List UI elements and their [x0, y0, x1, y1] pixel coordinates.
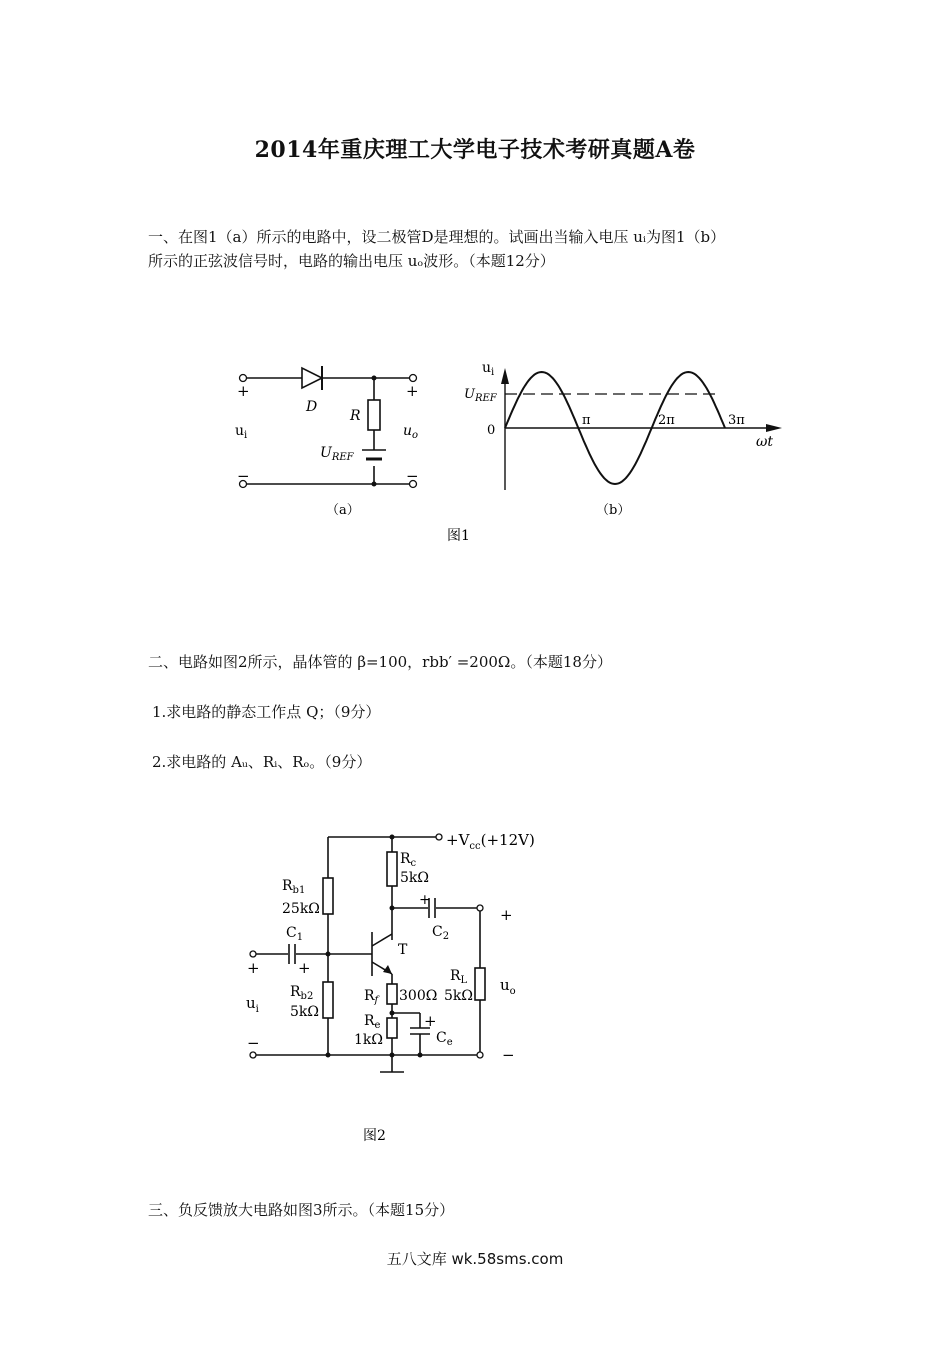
question-3-intro: 三、负反馈放大电路如图3所示。（本题15分） — [148, 1201, 455, 1219]
graph-ylabel: $u_i$ — [482, 360, 495, 378]
ce-plus: + — [424, 1012, 437, 1030]
rc-label: $R_c$ — [400, 851, 417, 869]
question-1 — [148, 225, 808, 273]
question-1-line-2: 所示的正弦波信号时，电路的输出电压 uₒ波形。（本题12分） — [148, 252, 555, 270]
graph-2pi: 2π — [658, 413, 675, 428]
graph-3pi: 3π — [728, 413, 745, 428]
figure-2-caption: 图2 — [363, 1128, 386, 1144]
c2-plus: + — [419, 892, 431, 908]
output-minus: − — [502, 1046, 515, 1064]
output-minus: − — [406, 467, 419, 485]
resistor-rb2 — [323, 982, 333, 1018]
rl-value: 5kΩ — [444, 988, 473, 1004]
resistor-label: R — [350, 408, 361, 424]
uo-label: $u_o$ — [500, 976, 516, 997]
figure-2 — [0, 820, 950, 1150]
footer-watermark: 五八文库 wk.58sms.com — [386, 1250, 564, 1268]
input-plus: + — [237, 382, 250, 400]
caption-a: （a） — [326, 503, 360, 518]
vcc-label: $+V_{cc}(+12V)$ — [446, 831, 535, 852]
question-2-sub-1: 1.求电路的静态工作点 Q；（9分） — [152, 703, 381, 721]
graph-omega-t: ωt — [756, 434, 774, 450]
resistor-rb1 — [323, 878, 333, 914]
uo-label: $u_o$ — [403, 423, 419, 441]
transistor-label: T — [398, 942, 408, 958]
uref-label: $U_{REF}$ — [320, 445, 354, 463]
input-plus: + — [247, 959, 260, 977]
rb2-value: 5kΩ — [290, 1004, 319, 1020]
input-minus: − — [247, 1034, 260, 1052]
resistor-rl — [475, 968, 485, 1000]
ui-label: $u_i$ — [235, 423, 248, 441]
c1-plus: + — [298, 959, 311, 977]
output-plus: + — [500, 906, 513, 924]
rb1-label: $R_{b1}$ — [282, 878, 306, 896]
figure-1 — [0, 340, 950, 550]
diode-symbol — [302, 368, 322, 388]
rb1-value: 25kΩ — [282, 901, 320, 917]
resistor-r — [368, 400, 380, 430]
figure-1-caption: 图1 — [447, 528, 470, 544]
rb2-label: $R_{b2}$ — [290, 984, 314, 1002]
question-2-intro: 二、电路如图2所示，晶体管的 β=100，rbb′ =200Ω。（本题18分） — [148, 653, 612, 671]
caption-b: （b） — [596, 503, 631, 518]
diode-label: D — [306, 399, 318, 415]
question-1-line-1: 一、在图1（a）所示的电路中，设二极管D是理想的。试画出当输入电压 uᵢ为图1（b） — [148, 228, 726, 246]
rf-value: 300Ω — [399, 988, 438, 1004]
resistor-rc — [387, 852, 397, 886]
rc-value: 5kΩ — [400, 870, 429, 886]
resistor-re — [387, 1018, 397, 1038]
output-plus: + — [406, 382, 419, 400]
ui-label: $u_i$ — [246, 994, 259, 1015]
graph-uref-label: $U_{REF}$ — [464, 387, 497, 404]
graph-zero: 0 — [487, 423, 496, 438]
c2-label: $C_2$ — [432, 924, 450, 942]
page-title: 2014年重庆理工大学电子技术考研真题A卷 — [254, 137, 696, 163]
graph-pi: π — [582, 413, 591, 428]
re-label: $R_e$ — [364, 1013, 381, 1031]
re-value: 1kΩ — [354, 1032, 383, 1048]
question-2-sub-2: 2.求电路的 Aᵤ、Rᵢ、Rₒ。（9分） — [152, 753, 372, 771]
c1-label: $C_1$ — [286, 925, 304, 943]
ce-label: $C_e$ — [436, 1030, 453, 1048]
rf-label: $R_f$ — [364, 988, 379, 1006]
resistor-rf — [387, 984, 397, 1004]
rl-label: $R_L$ — [450, 968, 468, 986]
input-minus: − — [237, 467, 250, 485]
